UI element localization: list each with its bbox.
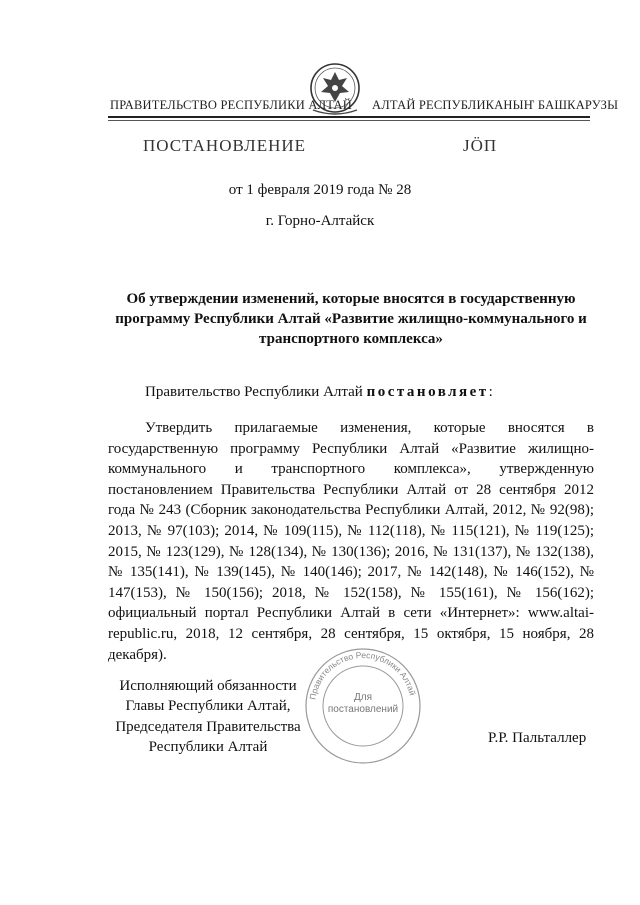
resolution-colon: :: [488, 384, 493, 400]
date-and-number: от 1 февраля 2019 года № 28: [228, 182, 412, 198]
stamp-center-text: [304, 692, 422, 716]
stamp-ring-text: Правительство Республики Алтай: [307, 649, 418, 701]
header-divider: [108, 116, 590, 118]
signatory-position-line: Республики Алтай: [148, 738, 268, 755]
header-organization-russian: ПРАВИТЕЛЬСТВО РЕСПУБЛИКИ АЛТАЙ: [110, 98, 352, 112]
header-divider-thin: [108, 120, 590, 121]
signatory-position-line: Исполняющий обязанности: [119, 678, 297, 694]
stamp-center-line: постановлений: [327, 704, 399, 715]
signatory-position: [108, 676, 308, 757]
signatory-name: Р.Р. Пальталлер: [488, 730, 587, 746]
signatory-position-line: Главы Республики Алтай,: [125, 698, 291, 715]
signatory-position-line: Председателя Правительства: [115, 718, 301, 735]
document-body: Утвердить прилагаемые изменения, которые вносятся в государственную программу Республики Алтай «Развитие жилищно-коммунального и транспортного комплекса», утвержденную постановлением Правительства Республики Алтай от 28 сентября 2012 года № 243 (Сборник законодательства Республики Алтай, 2012, № 92(98); 2013, № 97(103); 2014, № 109(115), № 112(118), № 115(121), № 119(125); 2015, № 123(129), № 128(134), № 130(136); 2016, № 131(137), № 132(138), № 135(141), № 139(145), № 140(146); 2017, № 142(148), № 146(152), № 147(153), № 150(156); 2018, № 152(158), № 155(161), № 156(162); официальный портал Республики Алтай в сети «Интернет»: www.altai-republic.ru, 2018, 12 сентября, 28 сентября, 15 октября, 15 ноября, 28 декабря).: [108, 420, 594, 663]
stamp-center-line: Для: [353, 692, 373, 703]
resolution-verb: постановляет: [366, 384, 489, 400]
city: г. Горно-Алтайск: [265, 213, 375, 229]
resolution-subject: Правительство Республики Алтай: [145, 384, 363, 400]
document-type-russian: ПОСТАНОВЛЕНИЕ: [143, 136, 307, 155]
document-type-altai: ЈӦП: [463, 136, 498, 155]
header-organization-altai: АЛТАЙ РЕСПУБЛИКАНЫҤ БАШКАРУЗЫ: [372, 98, 619, 112]
document-title: Об утверждении изменений, которые вносятся в государственную программу Республики Алтай «Развитие жилищно-коммунального и транспортного комплекса»: [115, 291, 587, 347]
resolution-preamble: [145, 384, 493, 401]
